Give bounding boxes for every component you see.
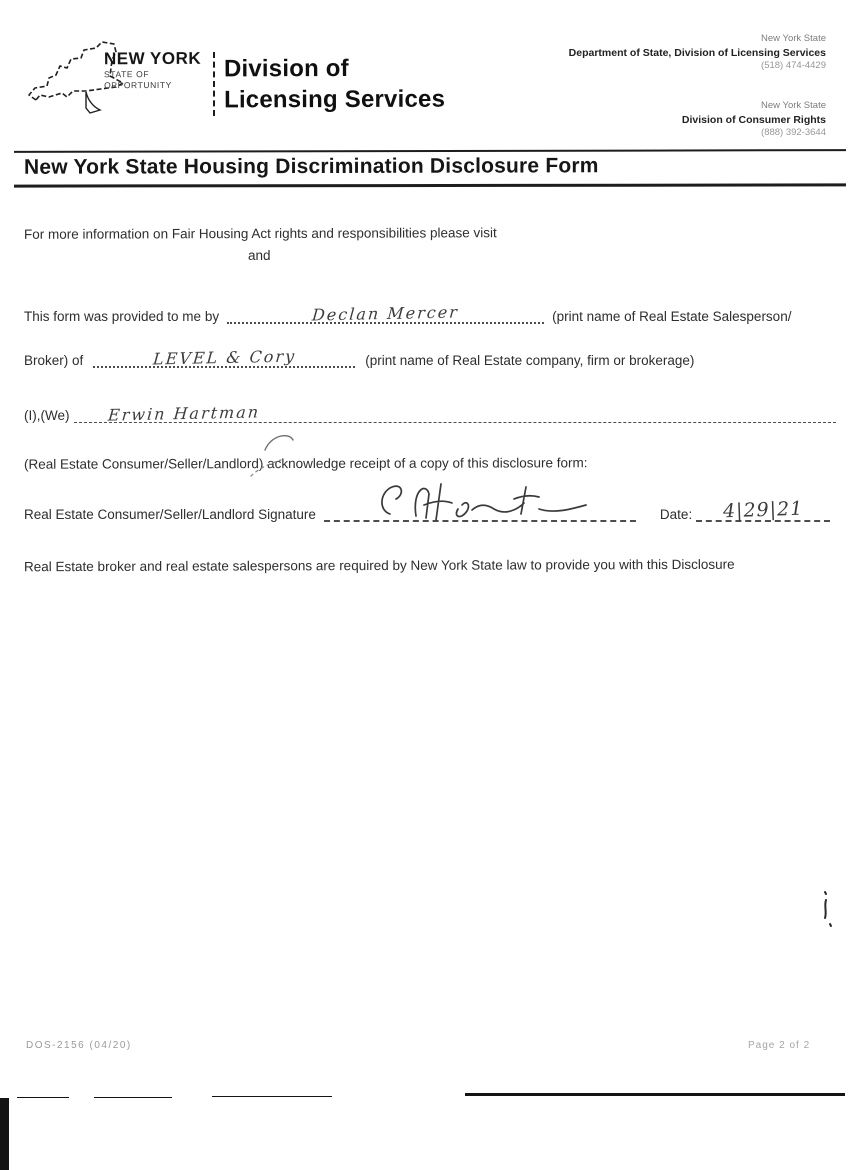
- pen-scribble-mark: [243, 430, 313, 482]
- signature-mark: [374, 478, 594, 528]
- dept-contact-phone: (518) 474-4429: [761, 59, 826, 71]
- provided-prefix: This form was provided to me by: [24, 309, 220, 324]
- brand-new-york: NEW YORK: [103, 48, 202, 69]
- brand-opportunity: OPPORTUNITY: [104, 79, 172, 91]
- signature-field: [324, 500, 636, 522]
- consumer-name-field: [74, 402, 837, 425]
- brand-state-of: STATE OF: [103, 68, 150, 80]
- title-rule-top: [14, 149, 846, 153]
- division-title: [224, 53, 445, 116]
- date-label: Date:: [659, 507, 693, 522]
- broker-line: [24, 346, 695, 369]
- info-line: For more information on Fair Housing Act rights and responsibilities please visit: [23, 225, 497, 242]
- stray-pen-mark: [816, 888, 838, 930]
- company-name-field: [93, 346, 355, 369]
- footer-page-number: Page 2 of 2: [748, 1040, 811, 1051]
- consumer-rights-name: Division of Consumer Rights: [681, 113, 826, 126]
- logo-divider: [213, 52, 215, 116]
- handwritten-salesperson-name: Declan Mercer: [311, 302, 460, 325]
- scan-artifact-line: [212, 1096, 332, 1097]
- scan-artifact-edge-strip: [0, 1098, 9, 1170]
- date-field: [696, 497, 830, 523]
- broker-prefix: Broker) of: [24, 353, 84, 368]
- required-line: Real Estate broker and real estate salespersons are required by New York State law to provide you with this Disclosure: [23, 556, 735, 575]
- dept-contact-name: Department of State, Division of Licensing Services: [568, 46, 826, 59]
- iwe-prefix: (I),(We): [24, 408, 70, 423]
- handwritten-company-name: LEVEL & Cory: [151, 346, 297, 369]
- salesperson-name-field: [227, 302, 544, 325]
- footer-form-number: DOS-2156 (04/20): [26, 1040, 132, 1051]
- signature-label: Real Estate Consumer/Seller/Landlord Signature: [24, 507, 316, 522]
- scan-artifact-line: [17, 1097, 69, 1098]
- page-title: New York State Housing Discrimination Disclosure Form: [23, 154, 599, 179]
- handwritten-date: 4|29|21: [722, 497, 804, 523]
- dept-contact-block: [569, 33, 826, 73]
- division-line2: Licensing Services: [224, 85, 446, 114]
- consumer-rights-phone: (888) 392-3644: [761, 126, 826, 138]
- ny-brand-text: [104, 50, 201, 90]
- iwe-line: [24, 402, 836, 425]
- provided-suffix: (print name of Real Estate Salesperson/: [552, 309, 792, 324]
- consumer-rights-state: New York State: [761, 100, 826, 111]
- dept-contact-state: New York State: [761, 33, 826, 44]
- title-rule-bottom: [14, 183, 846, 187]
- scan-artifact-line: [94, 1097, 172, 1098]
- handwritten-consumer-name: Erwin Hartman: [106, 402, 261, 425]
- acknowledgement-line: (Real Estate Consumer/Seller/Landlord) acknowledge receipt of a copy of this disclosure form:: [23, 455, 588, 472]
- info-and: and: [248, 248, 271, 263]
- broker-suffix: (print name of Real Estate company, firm or brokerage): [365, 353, 695, 368]
- signature-line: [24, 497, 836, 523]
- consumer-rights-block: [682, 100, 826, 140]
- division-line1: Division of: [223, 54, 349, 83]
- scan-artifact-line: [465, 1093, 845, 1096]
- provided-by-line: [24, 302, 792, 325]
